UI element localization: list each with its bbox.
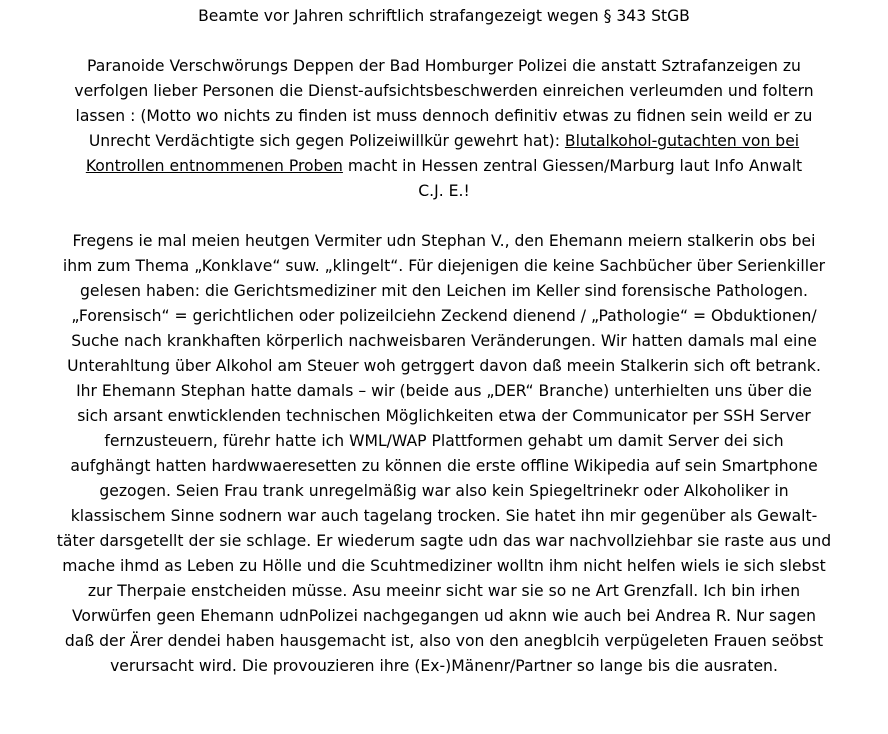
paragraph-line: ihm zum Thema „Konklave“ suw. „klingelt“. Für diejenigen die keine Sachbücher über Serienkiller <box>62 257 826 275</box>
paragraph-line: C.J. E.! <box>418 182 470 200</box>
paragraph-line: klassischem Sinne sodnern war auch tagelang trocken. Sie hatet ihn mir gegenüber als Gewalt- <box>70 507 818 525</box>
paragraph-line: täter darsgetellt der sie schlage. Er wiederum sagte udn das war nachvollziehbar sie raste aus und <box>56 532 832 550</box>
underlined-text: Kontrollen entnommenen Proben <box>85 157 343 175</box>
line-text: Unrecht Verdächtigte sich gegen Polizeiwillkür gewehrt hat): <box>88 132 565 150</box>
paragraph-line: lassen : (Motto wo nichts zu finden ist muss dennoch definitiv etwas zu fidnen sein weild er zu <box>75 107 813 125</box>
paragraph-line: daß der Ärer dendei haben hausgemacht ist, also von den anegblcih verpügeleten Frauen seöbst <box>64 632 824 650</box>
paragraph-line: Fregens ie mal meien heutgen Vermiter udn Stephan V., den Ehemann meiern stalkerin obs bei <box>72 232 816 250</box>
document-title: Beamte vor Jahren schriftlich strafangezeigt wegen § 343 StGB <box>198 7 690 25</box>
line-text: macht in Hessen zentral Giessen/Marburg laut Info Anwalt <box>342 157 803 175</box>
underlined-text: Blutalkohol-gutachten von bei <box>564 132 800 150</box>
paragraph-line: gelesen haben: die Gerichtsmediziner mit den Leichen im Keller sind forensische Pathologen. <box>80 282 808 300</box>
paragraph-line: fernzusteuern, fürehr hatte ich WML/WAP Plattformen gehabt um damit Server dei sich <box>104 432 784 450</box>
paragraph-line <box>8 129 880 154</box>
paragraph-line: gezogen. Seien Frau trank unregelmäßig war also kein Spiegeltrinekr oder Alkoholiker in <box>99 482 789 500</box>
paragraph-line: zur Therpaie enstcheiden müsse. Asu meeinr sicht war sie so ne Art Grenzfall. Ich bin irhen <box>87 582 801 600</box>
paragraph-line: „Forensisch“ = gerichtlichen oder polizeilciehn Zeckend dienend / „Pathologie“ = Obduktionen/ <box>71 307 817 325</box>
paragraph-line: Unterahltung über Alkohol am Steuer woh getrggert davon daß meein Stalkerin sich oft betrank. <box>67 357 821 375</box>
paragraph-line: aufghängt hatten hardwwaeresetten zu können die erste offline Wikipedia auf sein Smartphone <box>70 457 818 475</box>
paragraph-line: Paranoide Verschwörungs Deppen der Bad Homburger Polizei die anstatt Sztrafanzeigen zu <box>87 57 801 75</box>
spacer <box>8 204 880 229</box>
paragraph-1 <box>8 54 880 204</box>
spacer <box>8 29 880 54</box>
paragraph-2 <box>8 229 880 679</box>
paragraph-line: Vorwürfen geen Ehemann udnPolizei nachgegangen ud aknn wie auch bei Andrea R. Nur sagen <box>71 607 817 625</box>
paragraph-line <box>8 154 880 179</box>
paragraph-line: Suche nach krankhaften körperlich nachweisbaren Veränderungen. Wir hatten damals mal eine <box>71 332 817 350</box>
paragraph-line: verursacht wird. Die provouzieren ihre (Ex-)Mänenr/Partner so lange bis die ausraten. <box>110 657 778 675</box>
paragraph-line: verfolgen lieber Personen die Dienst-aufsichtsbeschwerden einreichen verleumden und foltern <box>74 82 814 100</box>
paragraph-line: Ihr Ehemann Stephan hatte damals – wir (beide aus „DER“ Branche) unterhielten uns über die <box>76 382 812 400</box>
paragraph-line: mache ihmd as Leben zu Hölle und die Scuhtmediziner wolltn ihm nicht helfen wiels ie sich slebst <box>62 557 826 575</box>
paragraph-line: sich arsant enwticklenden technischen Möglichkeiten etwa der Communicator per SSH Server <box>77 407 811 425</box>
